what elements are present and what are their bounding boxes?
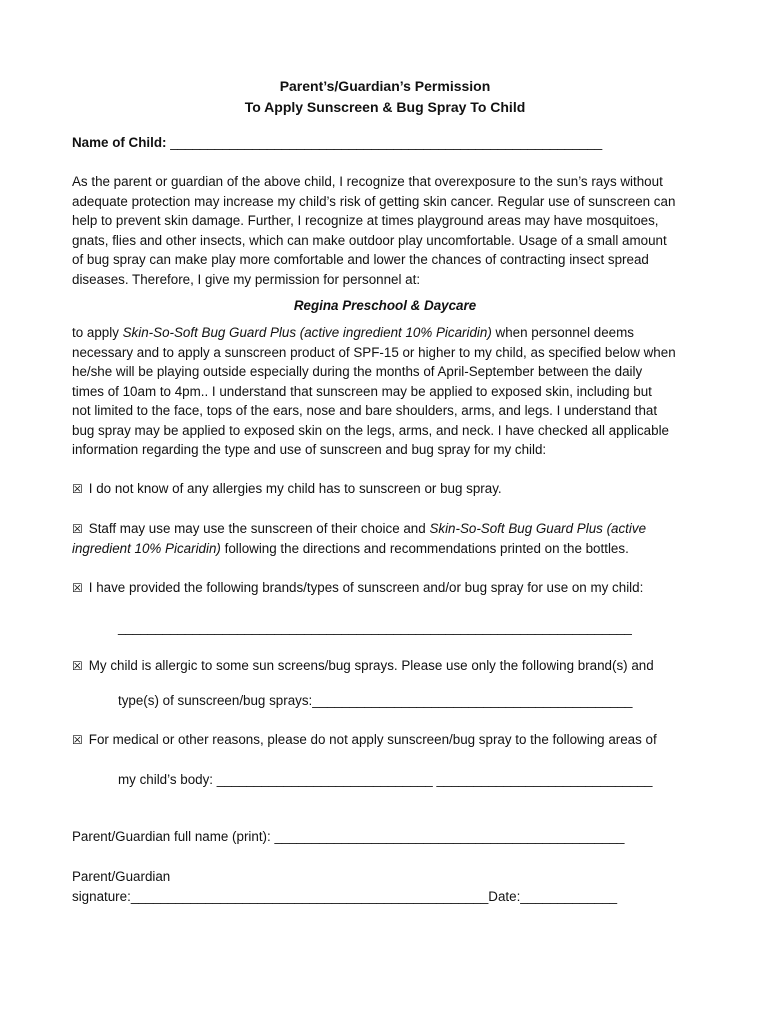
allergic-brands-row [118, 693, 633, 708]
option-text: I have provided the following brands/types of sunscreen and/or bug spray for use on my child: [88, 580, 644, 595]
checked-box-icon[interactable]: ☒ [72, 733, 83, 747]
intro-line: adequate protection may increase my child’s risk of getting skin cancer. Regular use of sunscreen can [72, 193, 676, 209]
guardian-name-row [72, 829, 624, 844]
option-line [72, 539, 712, 559]
form-title [0, 76, 770, 118]
application-line: bug spray may be applied to exposed skin on the legs, arms, and neck. I have checked all applicable [72, 422, 669, 438]
medical-areas-label: my child’s body: [118, 772, 217, 787]
guardian-name-blank[interactable]: _______________________________________________ [274, 829, 625, 844]
intro-line: diseases. Therefore, I give my permission for personnel at: [72, 271, 421, 287]
checked-box-icon[interactable]: ☒ [72, 522, 83, 536]
intro-paragraph [72, 172, 712, 289]
checked-box-icon[interactable]: ☒ [72, 482, 83, 496]
option-text: Staff may use may use the sunscreen of their choice and [88, 521, 430, 536]
application-line: necessary and to apply a sunscreen product of SPF-15 or higher to my child, as specified below when [72, 344, 676, 360]
facility-name: Regina Preschool & Daycare [293, 298, 477, 313]
intro-line: of bug spray can make play more comfortable and lower the chances of contracting insect spread [72, 252, 649, 267]
signature-row [72, 889, 617, 904]
application-suffix: when personnel deems [491, 325, 634, 340]
signature-label-line-1: Parent/Guardian [72, 869, 171, 884]
application-paragraph [72, 323, 712, 460]
product-name: Skin-So-Soft Bug Guard Plus (active [429, 521, 647, 536]
name-of-child-row [72, 135, 602, 150]
product-name: Skin-So-Soft Bug Guard Plus (active ingredient 10% Picaridin) [122, 325, 492, 340]
option-allergic [72, 658, 654, 673]
application-line: information regarding the type and use of sunscreen and bug spray for my child: [72, 442, 547, 457]
option-text: following the directions and recommendations printed on the bottles. [220, 541, 629, 556]
date-label: Date: [488, 889, 521, 904]
title-line-2: To Apply Sunscreen & Bug Spray To Child [244, 99, 526, 115]
option-text: I do not know of any allergies my child has to sunscreen or bug spray. [88, 481, 502, 496]
name-of-child-blank[interactable]: __________________________________________________________ [170, 135, 603, 150]
checked-box-icon[interactable]: ☒ [72, 581, 83, 595]
allergic-brands-label: type(s) of sunscreen/bug sprays: [118, 693, 313, 708]
option-staff-choice [72, 519, 712, 559]
option-no-allergies [72, 481, 502, 496]
product-name: ingredient 10% Picaridin) [72, 541, 221, 556]
option-line [72, 519, 712, 539]
intro-line: help to prevent skin damage. Further, I recognize at times playground areas may have mosquitoes, [72, 213, 659, 228]
date-blank[interactable]: _____________ [520, 889, 618, 904]
intro-line: gnats, flies and other insects, which can make outdoor play uncomfortable. Usage of a small amount [72, 232, 667, 248]
application-line: he/she will be playing outside especially during the months of April-September between the daily [72, 364, 643, 379]
application-line-1 [72, 323, 712, 343]
allergic-brands-blank[interactable]: ___________________________________________ [312, 693, 633, 708]
application-prefix: to apply [72, 325, 123, 340]
signature-label: signature: [72, 889, 131, 904]
signature-blank[interactable]: ________________________________________________ [130, 889, 489, 904]
checked-box-icon[interactable]: ☒ [72, 659, 83, 673]
medical-areas-blank[interactable]: _____________________________ _____________________________ [216, 772, 653, 787]
intro-line: As the parent or guardian of the above child, I recognize that overexposure to the sun’s rays without [72, 174, 663, 189]
title-line-1: Parent’s/Guardian’s Permission [279, 78, 491, 94]
option-text: For medical or other reasons, please do not apply sunscreen/bug spray to the following areas of [88, 732, 657, 747]
option-provided-brands [72, 580, 643, 595]
medical-areas-row [118, 772, 652, 787]
guardian-name-label: Parent/Guardian full name (print): [72, 829, 275, 844]
option-text: My child is allergic to some sun screens/bug sprays. Please use only the following brand(s) and [88, 658, 654, 673]
provided-brands-blank[interactable]: _____________________________________________________________________ [118, 620, 632, 635]
option-medical [72, 732, 657, 747]
application-line: not limited to the face, tops of the ears, nose and bare shoulders, arms, and legs. I understand that [72, 403, 658, 418]
application-line: times of 10am to 4pm.. I understand that sunscreen may be applied to exposed skin, including but [72, 383, 652, 399]
name-of-child-label: Name of Child: [72, 135, 167, 150]
